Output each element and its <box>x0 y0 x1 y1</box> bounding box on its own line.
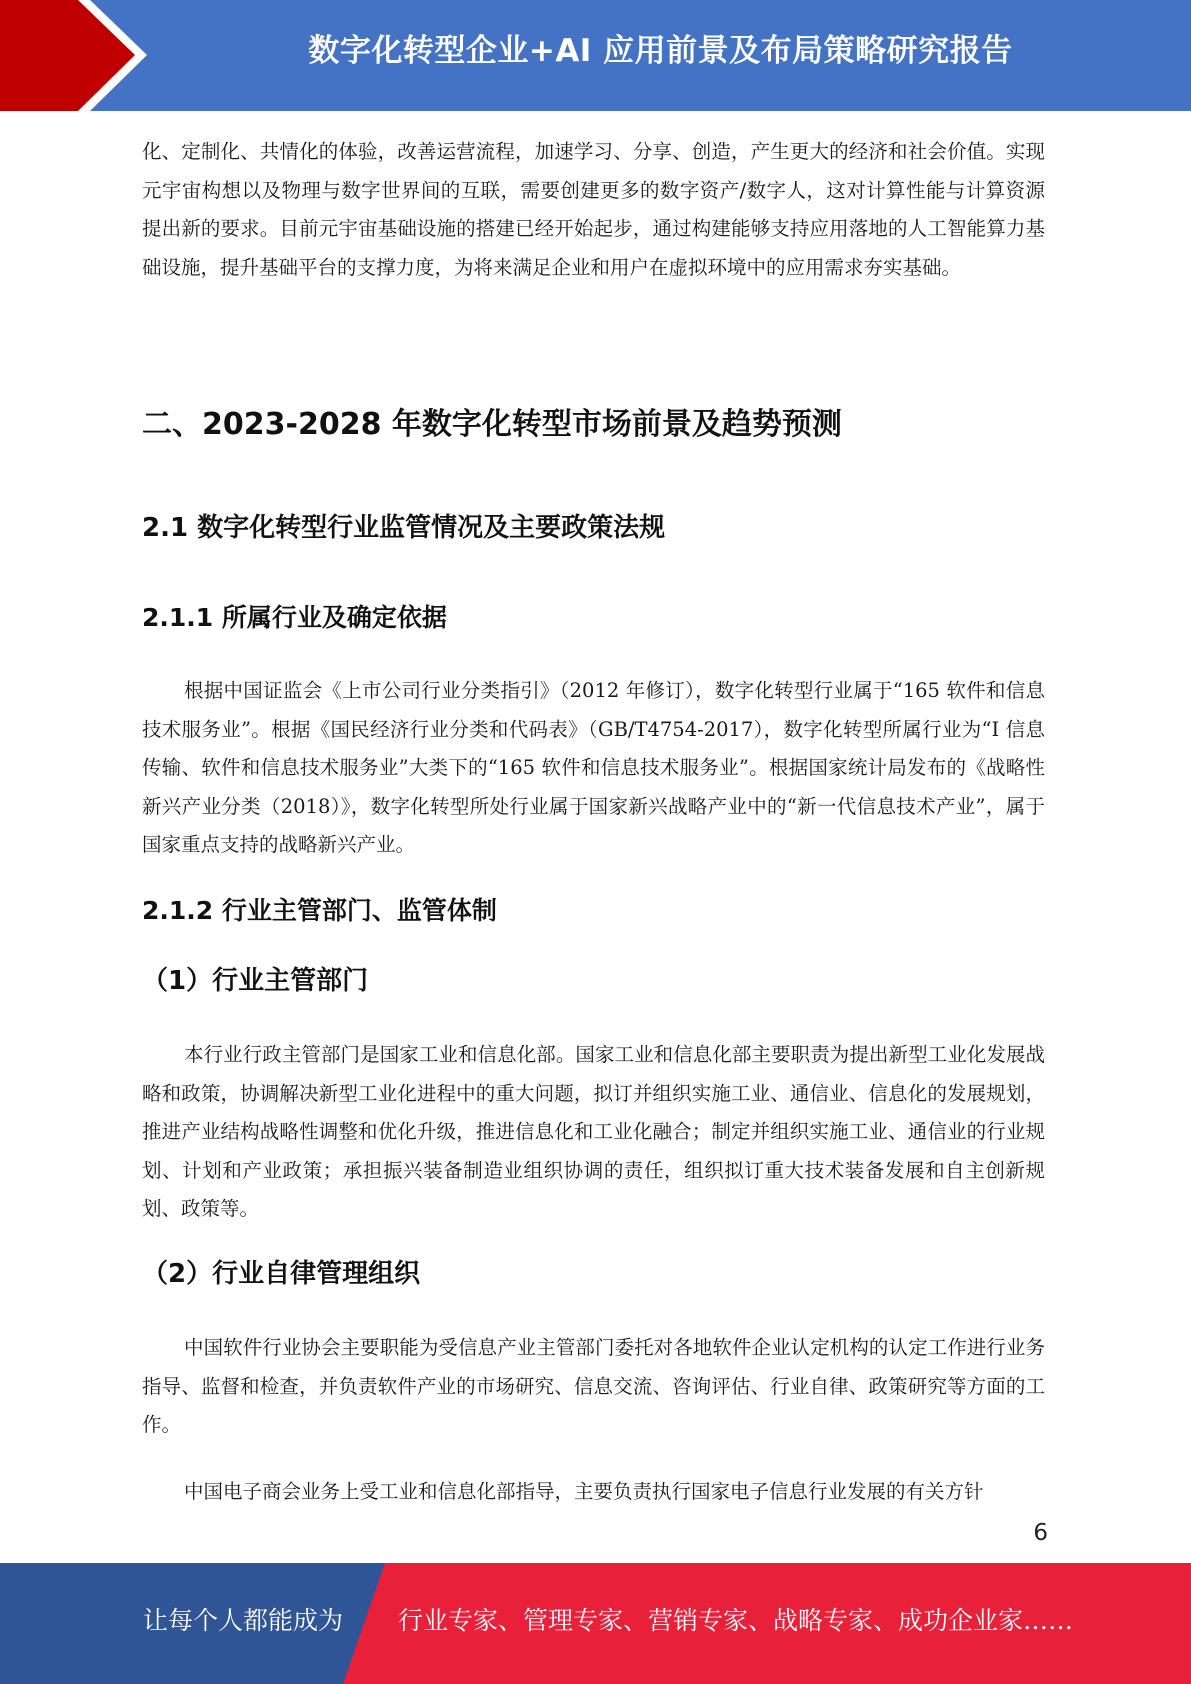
section-2-1-heading: 2.1 数字化转型行业监管情况及主要政策法规 <box>142 513 666 543</box>
subsection-self-regulation-heading: （2）行业自律管理组织 <box>142 1259 421 1289</box>
intro-paragraph: 化、定制化、共情化的体验，改善运营流程，加速学习、分享、创造，产生更大的经济和社会价值。实现元宇宙构想以及物理与数字世界间的互联，需要创建更多的数字资产/数字人，这对计算性能与计算资源提出新的要求。目前元宇宙基础设施的搭建已经开始起步，通过构建能够支持应用落地的人工智能算力基础设施，提升基础平台的支撑力度，为将来满足企业和用户在虚拟环境中的应用需求夯实基础。 <box>142 140 1045 279</box>
software-association-paragraph: 中国软件行业协会主要职能为受信息产业主管部门委托对各地软件企业认定机构的认定工作进行业务指导、监督和检查，并负责软件产业的市场研究、信息交流、咨询评估、行业自律、政策研究等方面的工作。 <box>142 1336 1045 1436</box>
footer-slogan-right: 行业专家、管理专家、营销专家、战略专家、成功企业家…… <box>398 1606 1074 1635</box>
department-paragraph: 本行业行政主管部门是国家工业和信息化部。国家工业和信息化部主要职责为提出新型工业化发展战略和政策，协调解决新型工业化进程中的重大问题，拟订并组织实施工业、通信业、信息化的发展规划，推进产业结构战略性调整和优化升级，推进信息化和工业化融合；制定并组织实施工业、通信业的行业规划、计划和产业政策；承担振兴装备制造业组织协调的责任，组织拟订重大技术装备发展和自主创新规划、政策等。 <box>142 1043 1045 1220</box>
footer-slogan-left: 让每个人都能成为 <box>143 1606 344 1635</box>
industry-basis-paragraph: 根据中国证监会《上市公司行业分类指引》（2012 年修订），数字化转型行业属于“165 软件和信息技术服务业”。根据《国民经济行业分类和代码表》（GB/T4754-2017），数字化转型所属行业为“I 信息传输、软件和信息技术服务业”大类下的“165 软件和信息技术服务业”。根据国家统计局发布的《战略性新兴产业分类（2018）》，数字化转型所处行业属于国家新兴战略产业中的“新一代信息技术产业”，属于国家重点支持的战略新兴产业。 <box>142 679 1045 856</box>
subsection-department-heading: （1）行业主管部门 <box>142 966 369 996</box>
section-2-1-2-heading: 2.1.2 行业主管部门、监管体制 <box>142 896 497 925</box>
section-2-1-1-heading: 2.1.1 所属行业及确定依据 <box>142 603 447 632</box>
page-number: 6 <box>1033 1520 1048 1546</box>
section-2-heading: 二、2023-2028 年数字化转型市场前景及趋势预测 <box>142 407 842 442</box>
report-title: 数字化转型企业+AI 应用前景及布局策略研究报告 <box>308 33 1013 69</box>
page-header <box>0 0 1191 111</box>
electronics-chamber-paragraph: 中国电子商会业务上受工业和信息化部指导，主要负责执行国家电子信息行业发展的有关方针 <box>184 1480 984 1503</box>
page-footer <box>0 1563 1191 1684</box>
